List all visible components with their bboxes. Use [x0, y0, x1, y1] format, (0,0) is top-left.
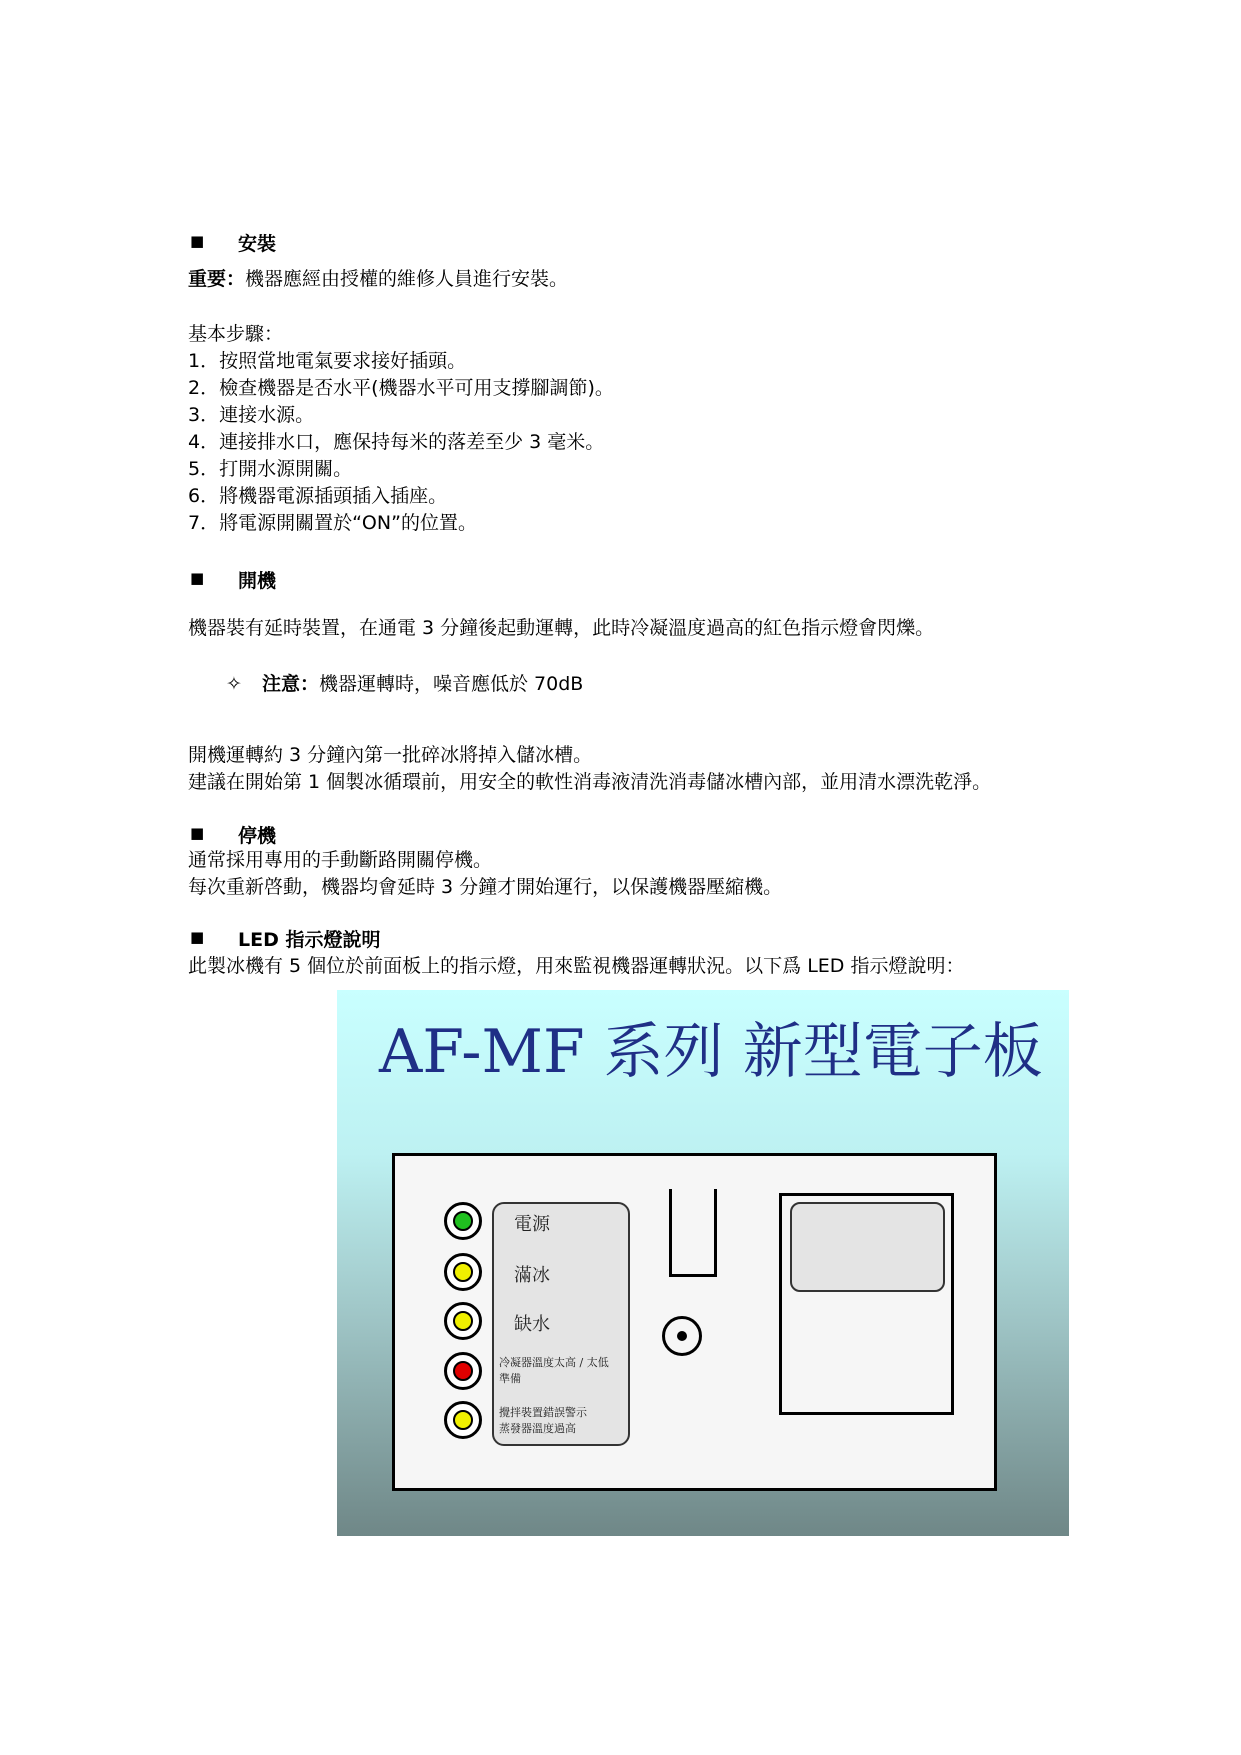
bullet-icon: ■ — [190, 824, 205, 842]
control-panel-diagram — [337, 990, 1069, 1536]
note-text: 機器運轉時，噪音應低於 70dB — [319, 673, 584, 695]
noise-note — [262, 671, 583, 698]
knob-center — [677, 1331, 687, 1341]
led-condenser-temp-indicator — [444, 1352, 482, 1390]
control-board — [392, 1153, 997, 1491]
bullet-icon: ■ — [190, 928, 205, 946]
step-item: 2．檢查機器是否水平(機器水平可用支撐腳調節)。 — [188, 377, 614, 399]
led-label-water-shortage: 缺水 — [514, 1314, 550, 1335]
start-paragraph: 機器裝有延時裝置，在通電 3 分鐘後起動運轉，此時冷凝溫度過高的紅色指示燈會閃爍。 — [188, 617, 935, 639]
led-label-power: 電源 — [514, 1214, 550, 1235]
led-auger-error-indicator — [444, 1401, 482, 1439]
step-item: 1．按照當地電氣要求接好插頭。 — [188, 350, 467, 372]
led-description: 此製冰機有 5 個位於前面板上的指示燈，用來監視機器運轉狀況。以下爲 LED 指示燈說明： — [188, 955, 965, 977]
led-light — [453, 1211, 473, 1231]
section-title-stop: 停機 — [238, 825, 277, 847]
led-label-auger-line2: 蒸發器溫度過高 — [499, 1422, 576, 1435]
led-water-shortage-indicator — [444, 1302, 482, 1340]
led-label-condenser-line2: 準備 — [499, 1372, 521, 1385]
led-light — [453, 1311, 473, 1331]
step-item: 6．將機器電源插頭插入插座。 — [188, 485, 448, 507]
led-power-indicator — [444, 1202, 482, 1240]
section-title-install: 安裝 — [238, 233, 277, 255]
panel-title: AF-MF 系列 新型電子板 — [379, 1017, 1043, 1087]
bullet-icon: ■ — [190, 569, 205, 587]
led-label-ice-full: 滿冰 — [514, 1265, 550, 1286]
important-text: 機器應經由授權的維修人員進行安裝。 — [245, 268, 569, 290]
led-label-condenser-line1: 冷凝器溫度太高 / 太低 — [499, 1356, 609, 1369]
led-label-box — [492, 1202, 630, 1446]
display-module — [779, 1193, 954, 1415]
step-item: 5．打開水源開關。 — [188, 458, 353, 480]
important-label: 重要： — [188, 268, 246, 290]
led-light — [453, 1410, 473, 1430]
connector-slot — [669, 1189, 717, 1277]
start-paragraph: 開機運轉約 3 分鐘內第一批碎冰將掉入儲冰槽。 — [188, 744, 593, 766]
display-screen — [790, 1202, 945, 1292]
step-item: 4．連接排水口，應保持每米的落差至少 3 毫米。 — [188, 431, 605, 453]
adjust-knob-icon — [662, 1316, 702, 1356]
bullet-icon: ■ — [190, 232, 205, 250]
step-item: 3．連接水源。 — [188, 404, 315, 426]
steps-title: 基本步驟： — [188, 323, 284, 345]
section-title-led: LED 指示燈說明 — [238, 929, 381, 951]
important-note — [188, 266, 568, 293]
note-star-icon: ✧ — [226, 673, 242, 695]
led-ice-full-indicator — [444, 1253, 482, 1291]
start-paragraph: 建議在開始第 1 個製冰循環前，用安全的軟性消毒液清洗消毒儲冰槽內部，並用清水漂洗乾淨。 — [188, 771, 992, 793]
led-label-auger-line1: 攪拌裝置錯誤警示 — [499, 1406, 587, 1419]
led-light — [453, 1361, 473, 1381]
stop-paragraph: 通常採用專用的手動斷路開關停機。 — [188, 849, 493, 871]
note-label: 注意： — [262, 673, 320, 695]
step-item: 7．將電源開關置於“ON”的位置。 — [188, 512, 477, 534]
section-title-start: 開機 — [238, 570, 277, 592]
stop-paragraph: 每次重新啓動，機器均會延時 3 分鐘才開始運行，以保護機器壓縮機。 — [188, 876, 783, 898]
led-light — [453, 1262, 473, 1282]
